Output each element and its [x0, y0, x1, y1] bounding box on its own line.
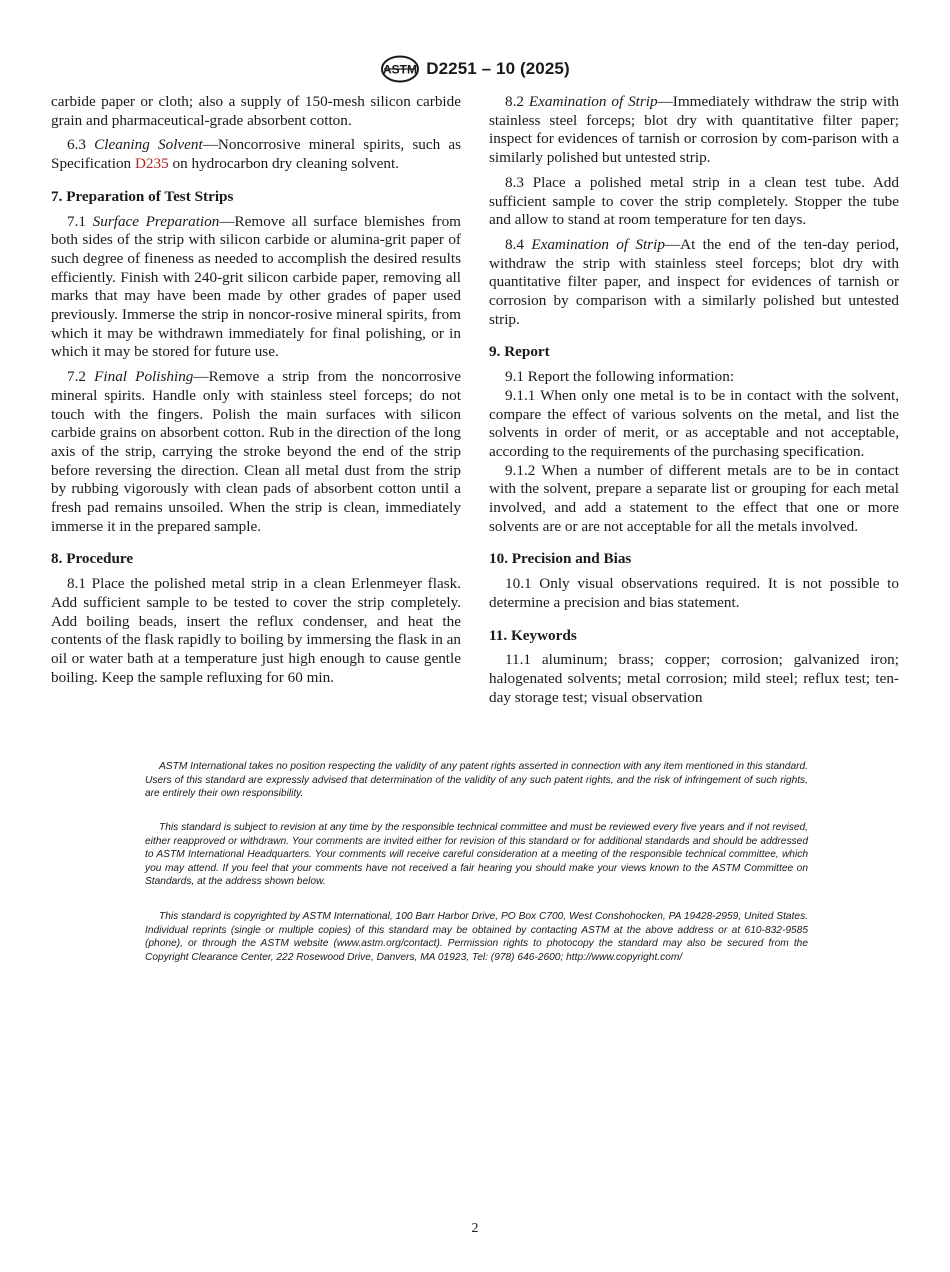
revision-notice	[145, 821, 808, 889]
paragraph-text: —Remove a strip from the noncorrosive mineral spirits. Handle only with stainless steel forceps; do not touch with the fingers. Polish the main surfaces with silicon carbide grains on absorbent cotton. Rub in the direction of the long axis of the strip, carrying the stroke beyond the end of the strip before reversing the direction. Clean all metal dust from the strip by rubbing vigorously with clean pads of absorbent cotton until a fresh pad remains unsoiled. When the strip is clean, immediately immerse it in the prepared sample.	[51, 368, 461, 535]
d235-link[interactable]: D235	[134, 155, 169, 173]
paragraph-11-1: 11.1 aluminum; brass; copper; corrosion; galvanized iron; halogenated solvents; metal corrosion; mild steel; reflux test; ten-day storage test; visual observation	[489, 651, 899, 706]
standard-designation: D2251 – 10 (2025)	[426, 59, 570, 78]
paragraph-title: Examination of Strip	[528, 93, 658, 110]
paragraph-title: Cleaning Solvent	[94, 136, 203, 154]
paragraph-title: Examination of Strip	[531, 235, 665, 253]
paragraph-8-4	[489, 236, 899, 330]
paragraph-6-3	[51, 136, 461, 173]
left-column	[51, 93, 461, 693]
paragraph-text: —Remove all surface blemishes from both sides of the strip with silicon carbide or alumina-grit paper of such degree of fineness as needed to accomplish the desired results efficiently. Finish with 240-grit silicon carbide paper, removing all marks that may have been made by other grades of paper used previously. Immerse the strip in noncor-rosive mineral spirits, from which it may be withdrawn immediately for final polishing, or in which it may be stored for future use.	[51, 212, 461, 361]
section-heading-7: 7. Preparation of Test Strips	[51, 187, 234, 205]
paragraph-7-1	[51, 213, 461, 363]
copyright-notice-text: This standard is copyrighted by ASTM International, 100 Barr Harbor Drive, PO Box C700, West Conshohocken, PA 19428-2959, United States. Individual reprints (single or multiple copies) of this standard may be obtained by contacting ASTM at the above address or at 610-832-9585 (phone), or through the ASTM website (www.astm.org/contact). Permission rights to photocopy the standard may also be secured from the Copyright Clearance Center, 222 Rosewood Drive, Danvers, MA 01923, Tel: (978) 646-2600; http://www.copyright.com/	[145, 911, 808, 963]
paragraph-text: on hydrocarbon dry cleaning solvent.	[168, 155, 399, 173]
paragraph-continued: carbide paper or cloth; also a supply of 150-mesh silicon carbide grain and pharmaceutical-grade absorbent cotton.	[51, 93, 461, 129]
paragraph-8-1: 8.1 Place the polished metal strip in a clean Erlenmeyer flask. Add sufficient sample to be tested to cover the strip completely. Add boiling beads, insert the reflux condenser, and heat the contents of the flask rapidly to boiling by immersing the flask in an oil or water bath at a temperature just high enough to cause gentle boiling. Keep the sample refluxing for 60 min.	[51, 575, 461, 686]
section-heading-8: 8. Procedure	[51, 550, 134, 568]
patent-notice	[145, 760, 808, 801]
page-number: 2	[471, 1221, 479, 1236]
section-number: 8.4	[505, 235, 524, 253]
section-heading-11: 11. Keywords	[489, 626, 577, 644]
section-number: 8.2	[505, 93, 524, 110]
section-heading-10: 10. Precision and Bias	[489, 550, 632, 568]
page-header	[0, 56, 950, 82]
astm-logo-icon	[380, 55, 420, 83]
paragraph-7-2	[51, 368, 461, 536]
paragraph-title: Surface Preparation	[92, 212, 220, 230]
paragraph-8-3: 8.3 Place a polished metal strip in a clean test tube. Add sufficient sample to cover the strip completely. Stopper the tube and allow to stand at room temperature for ten days.	[489, 173, 899, 229]
right-column	[489, 93, 899, 713]
revision-notice-text: This standard is subject to revision at any time by the responsible technical committee and must be reviewed every five years and if not revised, either reapproved or withdrawn. Your comments are invited either for revision of this standard or for additional standards and should be addressed to ASTM International Headquarters. Your comments will receive careful consideration at a meeting of the responsible technical committee, which you may attend. If you feel that your comments have not received a fair hearing you should make your views known to the ASTM Committee on Standards, at the address shown below.	[145, 822, 808, 888]
paragraph-9-1-1: 9.1.1 When only one metal is to be in contact with the solvent, compare the effect of various solvents on the metal, and list the solvents in order of merit, or as acceptable and not acceptable, according to the requirements of the purchasing specification.	[489, 386, 899, 460]
paragraph-10-1: 10.1 Only visual observations required. It is not possible to determine a precision and bias statement.	[489, 575, 899, 611]
logo-lettering: ASTM	[383, 62, 418, 77]
paragraph-9-1-2: 9.1.2 When a number of different metals are to be in contact with the solvent, prepare a separate list or grouping for each metal involved, and add a statement to the effect that one or more solvents are or are not acceptable for all the metals involved.	[489, 461, 899, 535]
patent-notice-text: ASTM International takes no position respecting the validity of any patent rights asserted in connection with any item mentioned in this standard. Users of this standard are expressly advised that determination of the validity of any such patent rights, and the risk of infringement of such rights, are entirely their own responsibility.	[145, 761, 808, 800]
paragraph-9-1: 9.1 Report the following information:	[505, 368, 735, 386]
paragraph-8-2	[489, 93, 899, 168]
section-number: 7.2	[67, 368, 86, 386]
paragraph-text: —At the end of the ten-day period, withdraw the strip with stainless steel forceps; blot dry with quantitative filter paper, and inspect for evidences of tarnish or corrosion by comparison with a similarly polished but untested strip.	[489, 235, 900, 328]
section-heading-9: 9. Report	[489, 343, 550, 361]
paragraph-text: —Immediately withdraw the strip with stainless steel forceps; blot dry with quantitative filter paper; inspect for evidences of tarnish or corrosion by com-parison with a similarly polished but untested strip.	[489, 93, 900, 167]
paragraph-text: —Noncorrosive mineral spirits, such as Specification	[51, 136, 462, 173]
copyright-notice	[145, 910, 808, 964]
section-number: 6.3	[67, 136, 86, 154]
paragraph-title: Final Polishing	[94, 368, 194, 386]
section-number: 7.1	[67, 212, 86, 230]
